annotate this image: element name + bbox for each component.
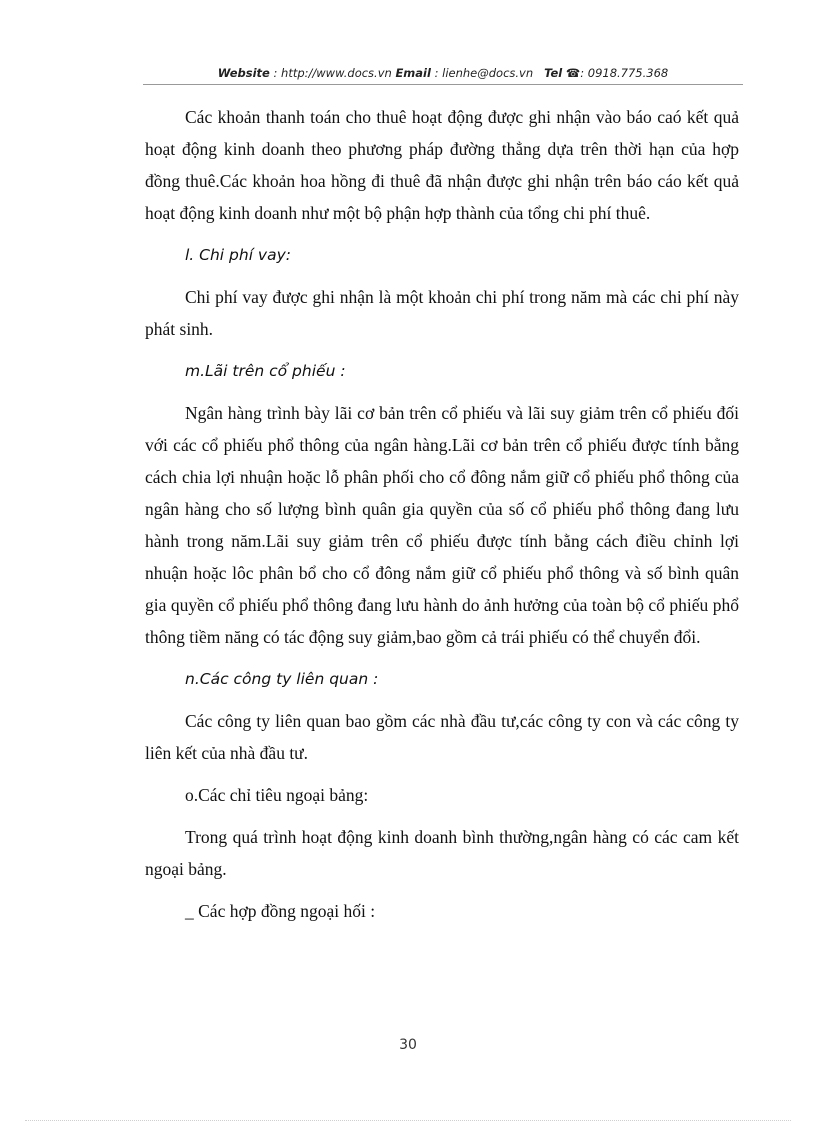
page-number: 30: [399, 1037, 417, 1053]
page-bottom-border: [25, 1120, 791, 1121]
paragraph-earnings-per-share: Ngân hàng trình bày lãi cơ bản trên cổ phiếu và lãi suy giảm trên cổ phiếu đối với các cổ phiếu phổ thông của ngân hàng.Lãi cơ bản trên cổ phiếu được tính bằng cách chia lợi nhuận hoặc lỗ phân phối cho cổ đông nắm giữ cổ phiếu phổ thông của ngân hàng cho số lượng bình quân gia quyền của số cổ phiếu phổ thông đang lưu hành trong năm.Lãi suy giảm trên cổ phiếu được tính bằng cách điều chỉnh lợi nhuận hoặc lôc phân bổ cho cổ đông nắm giữ cổ phiếu phổ thông và số bình quân gia quyền cổ phiếu phổ thông đang lưu hành do ảnh hưởng của toàn bộ cổ phiếu phổ thông tiềm năng có tác động suy giảm,bao gồm cả trái phiếu có thể chuyển đổi.: [145, 403, 739, 647]
paragraph-off-balance-items: Trong quá trình hoạt động kinh doanh bình thường,ngân hàng có các cam kết ngoại bảng.: [145, 827, 739, 879]
paragraph-related-companies: Các công ty liên quan bao gồm các nhà đầu tư,các công ty con và các công ty liên kết của nhà đầu tư.: [145, 711, 739, 763]
tel-label: Tel: [544, 66, 563, 80]
website-label: Website: [217, 66, 270, 80]
page-content: [145, 101, 739, 927]
heading-earnings-per-share: m.Lãi trên cổ phiếu :: [185, 362, 346, 380]
tel-value: : 0918.775.368: [580, 66, 669, 80]
website-value: : http://www.docs.vn: [273, 66, 392, 80]
phone-icon: ☎: [565, 66, 581, 80]
heading-off-balance-items: o.Các chỉ tiêu ngoại bảng:: [185, 785, 369, 805]
paragraph-borrowing-costs: Chi phí vay được ghi nhận là một khoản chi phí trong năm mà các chi phí này phát sinh.: [145, 287, 739, 339]
heading-borrowing-costs: l. Chi phí vay:: [185, 246, 292, 264]
heading-fx-contracts: _ Các hợp đồng ngoại hối :: [185, 901, 376, 921]
email-value: : lienhe@docs.vn: [434, 66, 534, 80]
paragraph-operating-lease: Các khoản thanh toán cho thuê hoạt động được ghi nhận vào báo caó kết quả hoạt động kinh doanh theo phương pháp đường thẳng dựa trên thời hạn của hợp đồng thuê.Các khoản hoa hồng đi thuê đã nhận được ghi nhận trên báo cáo kết quả hoạt động kinh doanh như một bộ phận hợp thành của tổng chi phí thuê.: [145, 107, 739, 223]
heading-related-companies: n.Các công ty liên quan :: [185, 670, 379, 688]
email-label: Email: [395, 66, 431, 80]
page-header: [143, 66, 743, 80]
header-divider: [143, 84, 743, 85]
